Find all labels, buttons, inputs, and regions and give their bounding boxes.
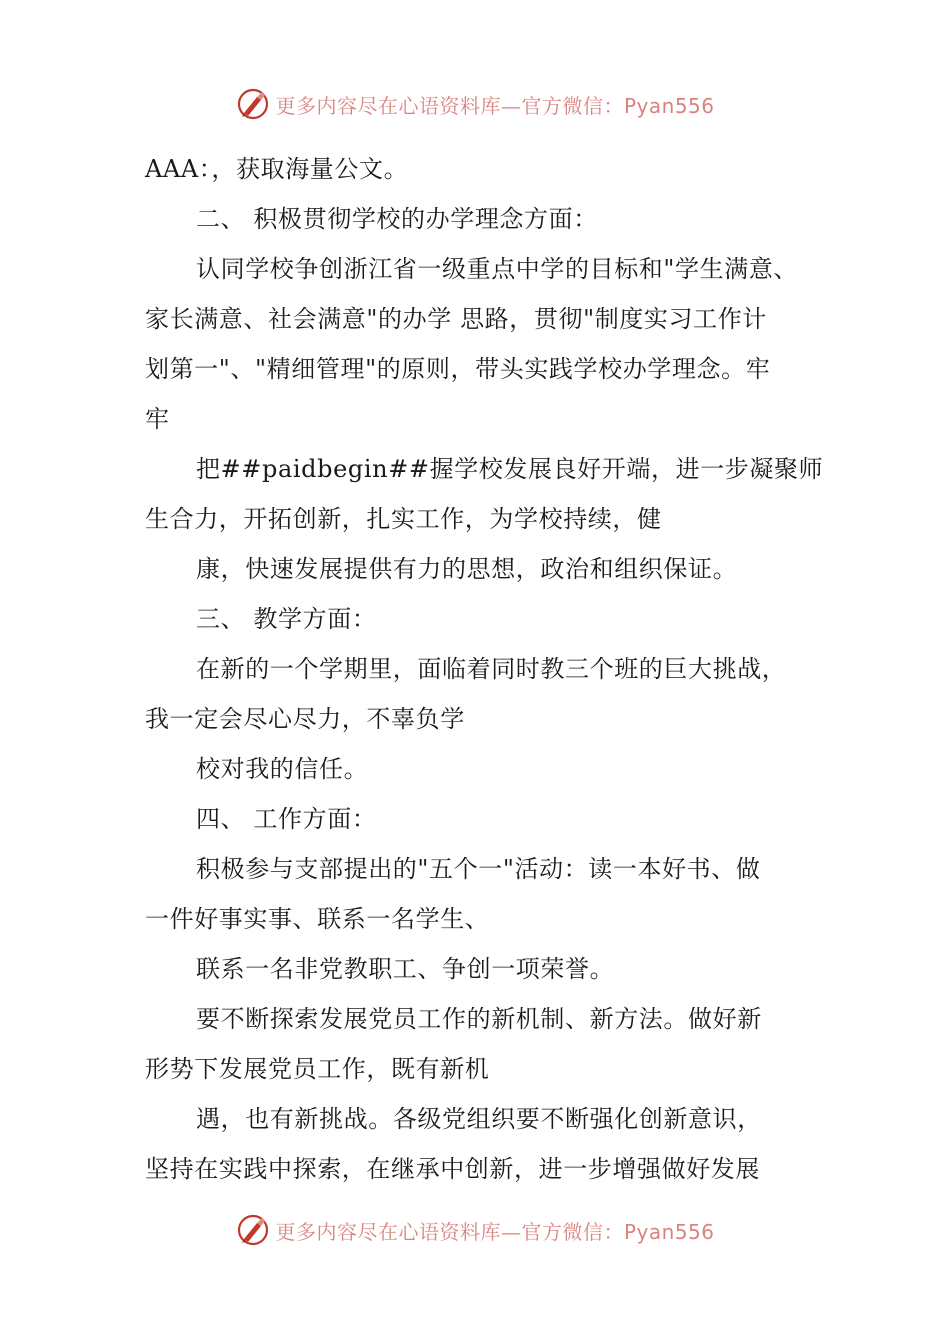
text-line: 认同学校争创浙江省一级重点中学的目标和"学生满意、 — [196, 255, 799, 283]
text-line: 校对我的信任。 — [196, 755, 369, 783]
text-line: 一件好事实事、联系一名学生、 — [145, 905, 490, 933]
pen-logo-icon — [235, 86, 271, 122]
text-line: 形势下发展党员工作，既有新机 — [145, 1055, 490, 1083]
section-heading: 三、 教学方面： — [196, 605, 377, 633]
header-watermark — [0, 84, 950, 124]
text-line: 联系一名非党教职工、争创一项荣誉。 — [196, 955, 615, 983]
text-line: 牢 — [145, 405, 170, 433]
watermark-wechat-id: Pyan556 — [623, 93, 715, 118]
text-line: 要不断探索发展党员工作的新机制、新方法。做好新 — [196, 1005, 762, 1033]
text-line: 家长满意、社会满意"的办学 思路，贯彻"制度实习工作计 — [145, 305, 767, 333]
text-line: 生合力，开拓创新，扎实工作，为学校持续，健 — [145, 505, 662, 533]
watermark-text: 更多内容尽在心语资料库—官方微信： — [275, 93, 624, 118]
pen-logo-icon — [235, 1212, 271, 1248]
text-line: 积极参与支部提出的"五个一"活动：读一本好书、做 — [196, 855, 761, 883]
watermark-text: 更多内容尽在心语资料库—官方微信： — [275, 1219, 624, 1244]
section-heading: 二、 积极贯彻学校的办学理念方面： — [196, 205, 598, 233]
text-line: 坚持在实践中探索，在继承中创新，进一步增强做好发展 — [145, 1155, 760, 1183]
text-line: 康，快速发展提供有力的思想，政治和组织保证。 — [196, 555, 738, 583]
text-line: 划第一"、"精细管理"的原则，带头实践学校办学理念。牢 — [145, 355, 771, 383]
watermark-wechat-id: Pyan556 — [623, 1219, 715, 1244]
text-line: 把##paidbegin##握学校发展良好开端，进一步凝聚师 — [196, 455, 824, 483]
text-line: 遇，也有新挑战。各级党组织要不断强化创新意识， — [196, 1105, 762, 1133]
text-line: 在新的一个学期里，面临着同时教三个班的巨大挑战， — [196, 655, 787, 683]
footer-watermark — [0, 1210, 950, 1250]
text-line: AAA：，获取海量公文。 — [145, 155, 409, 183]
section-heading: 四、 工作方面： — [196, 805, 377, 833]
text-line: 我一定会尽心尽力，不辜负学 — [145, 705, 465, 733]
